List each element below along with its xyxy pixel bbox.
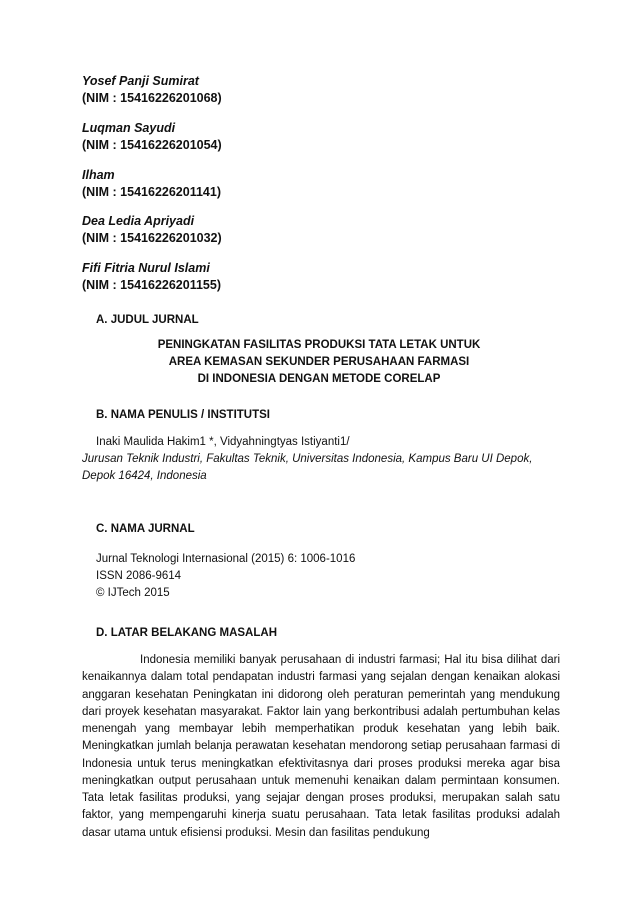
author-name: Yosef Panji Sumirat: [82, 74, 199, 88]
author-nim: (NIM : 15416226201155): [82, 278, 221, 292]
author-name: Luqman Sayudi: [82, 121, 176, 135]
author-nim: (NIM : 15416226201054): [82, 138, 222, 152]
section-heading-penulis: B. NAMA PENULIS / INSTITUTSI: [96, 409, 270, 421]
writer-names: Inaki Maulida Hakim1 *, Vidyahningtyas Istiyanti1/: [96, 436, 350, 448]
journal-info-line: ISSN 2086-9614: [96, 570, 182, 582]
background-paragraph: Indonesia memiliki banyak perusahaan di industri farmasi; Hal itu bisa dilihat dari kenaikannya dalam total pendapatan industri farmasi yang sejalan dengan kenaikan alokasi anggaran kesehatan Peningkatan ini didorong oleh peraturan pemerintah yang mendukung dari proyek kesehatan masyarakat. Faktor lain yang berkontribusi adalah pertumbuhan kelas menengah yang membayar lebih memperhatikan produk kesehatan yang lebih baik. Meningkatkan jumlah belanja perawatan kesehatan mendorong setiap perusahaan farmasi di Indonesia untuk terus meningkatkan efektivitasnya dari proses produksi mereka agar bisa meningkatkan output perusahaan untuk memenuhi kenaikan dalam permintaan konsumen. Tata letak fasilitas produksi, yang sejajar dengan proses produksi, merupakan salah satu faktor, yang mempengaruhi kinerja suatu perusahaan. Tata letak fasilitas produksi adalah dasar utama untuk efisiensi produksi. Mesin dan fasilitas pendukung: [82, 654, 560, 839]
institution-line: Depok 16424, Indonesia: [82, 470, 207, 482]
author-name: Fifi Fitria Nurul Islami: [82, 261, 210, 275]
section-heading-judul: A. JUDUL JURNAL: [96, 314, 199, 326]
background-paragraph-block: [82, 652, 560, 842]
section-heading-jurnal: C. NAMA JURNAL: [96, 523, 195, 535]
author-nim: (NIM : 15416226201068): [82, 91, 222, 105]
journal-title-line: DI INDONESIA DENGAN METODE CORELAP: [197, 373, 441, 385]
institution-line: Jurusan Teknik Industri, Fakultas Teknik, Universitas Indonesia, Kampus Baru UI Depok,: [82, 453, 533, 465]
author-name: Ilham: [82, 168, 115, 182]
journal-title-line: AREA KEMASAN SEKUNDER PERUSAHAAN FARMASI: [168, 356, 470, 368]
section-heading-latar: D. LATAR BELAKANG MASALAH: [96, 627, 278, 639]
author-nim: (NIM : 15416226201141): [82, 185, 221, 199]
author-name: Dea Ledia Apriyadi: [82, 214, 195, 228]
journal-info-line: Jurnal Teknologi Internasional (2015) 6: 1006-1016: [96, 553, 356, 565]
journal-title-line: PENINGKATAN FASILITAS PRODUKSI TATA LETAK UNTUK: [157, 339, 481, 351]
author-nim: (NIM : 15416226201032): [82, 231, 222, 245]
journal-info-line: © IJTech 2015: [96, 587, 170, 599]
